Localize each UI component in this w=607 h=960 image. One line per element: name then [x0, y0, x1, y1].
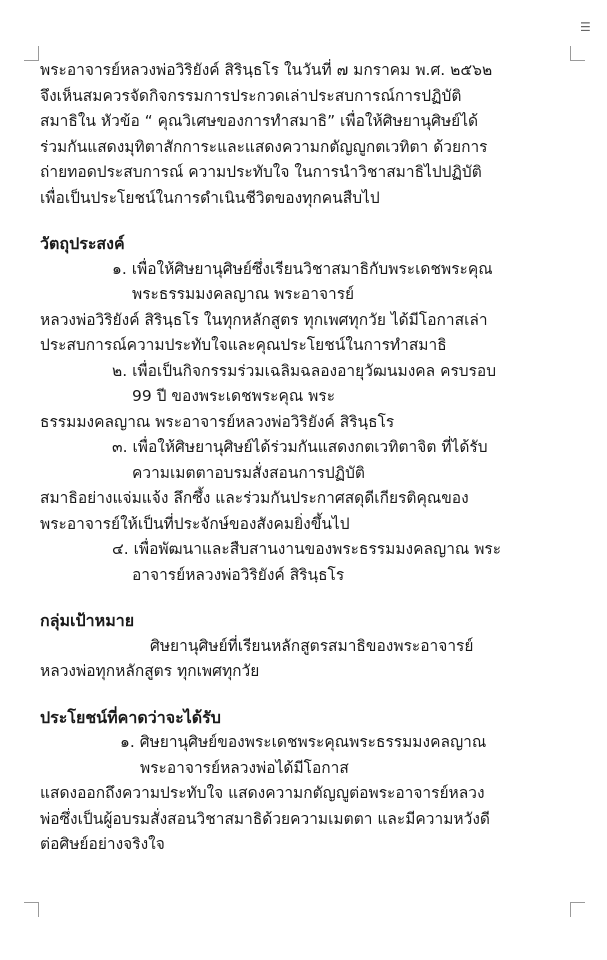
objective-item-1: ๑. เพื่อให้ศิษยานุศิษย์ซึ่งเรียนวิชาสมาธิกับพระเดชพระคุณ	[112, 259, 493, 278]
crop-mark-top-left	[24, 46, 39, 61]
objective-item-1-rest: หลวงพ่อวิริยังค์ สิรินฺธโร ในทุกหลักสูตร ทุกเพศทุกวัย ได้มีโอกาสเล่า	[40, 310, 488, 329]
benefit-item-1-rest: ต่อศิษย์อย่างจริงใจ	[40, 835, 165, 853]
objectives-heading: วัตถุประสงค์	[40, 234, 125, 253]
intro-line: พระอาจารย์หลวงพ่อวิริยังค์ สิรินฺธโร ในวันที่ ๗ มกราคม พ.ศ. ๒๕๖๒	[40, 61, 493, 79]
target-heading: กลุ่มเป้าหมาย	[40, 611, 135, 630]
benefit-item-1-rest: พ่อซึ่งเป็นผู้อบรมสั่งสอนวิชาสมาธิด้วยความเมตตา และมีความหวังดี	[40, 809, 490, 828]
objective-item-2-rest: ธรรมมงคลญาณ พระอาจารย์หลวงพ่อวิริยังค์ สิรินฺธโร	[40, 412, 395, 431]
objective-item-2-cont: 99 ปี ของพระเดชพระคุณ พระ	[132, 387, 336, 405]
objective-item-3: ๓. เพื่อให้ศิษยานุศิษย์ได้ร่วมกันแสดงกตเวทิตาจิต ที่ได้รับ	[112, 438, 488, 456]
target-first-line: ศิษยานุศิษย์ที่เรียนหลักสูตรสมาธิของพระอาจารย์	[150, 636, 474, 655]
target-rest-line: หลวงพ่อทุกหลักสูตร ทุกเพศทุกวัย	[40, 662, 260, 680]
menu-lines-icon: ☰	[580, 20, 591, 34]
intro-line: เพื่อเป็นประโยชน์ในการดำเนินชีวิตของทุกคนสืบไป	[40, 188, 380, 207]
intro-line: ถ่ายทอดประสบการณ์ ความประทับใจ ในการนำวิชาสมาธิไปปฏิบัติ	[40, 163, 482, 181]
objective-item-4-cont: อาจารย์หลวงพ่อวิริยังค์ สิรินฺธโร	[132, 565, 345, 584]
crop-mark-bottom-left	[24, 902, 39, 917]
benefits-heading: ประโยชน์ที่คาดว่าจะได้รับ	[40, 707, 221, 727]
intro-line: สมาธิใน หัวข้อ “ คุณวิเศษของการทำสมาธิ” เพื่อให้ศิษยานุศิษย์ได้	[40, 112, 479, 130]
benefit-item-1-rest: แสดงออกถึงความประทับใจ แสดงความกตัญญูต่อพระอาจารย์หลวง	[40, 784, 485, 802]
objective-item-3-rest: พระอาจารย์ให้เป็นที่ประจักษ์ของสังคมยิ่งขึ้นไป	[40, 514, 350, 533]
document-body	[40, 58, 588, 858]
crop-mark-bottom-right	[570, 902, 585, 917]
objective-item-4: ๔. เพื่อพัฒนาและสืบสานงานของพระธรรมมงคลญาณ พระ	[112, 540, 502, 558]
intro-line: ร่วมกันแสดงมุทิตาสักการะและแสดงความกตัญญูกตเวทิตา ด้วยการ	[40, 137, 488, 156]
benefit-item-1-cont: พระอาจารย์หลวงพ่อได้มีโอกาส	[140, 758, 349, 777]
benefit-item-1: ๑. ศิษยานุศิษย์ของพระเดชพระคุณพระธรรมมงคลญาณ	[120, 733, 487, 751]
objective-item-3-rest: สมาธิอย่างแจ่มแจ้ง ลึกซึ้ง และร่วมกันประกาศสดุดีเกียรติคุณของ	[40, 489, 469, 507]
objective-item-1-cont: พระธรรมมงคลญาณ พระอาจารย์	[132, 285, 355, 303]
objective-item-2: ๒. เพื่อเป็นกิจกรรมร่วมเฉลิมฉลองอายุวัฒนมงคล ครบรอบ	[112, 361, 497, 380]
objective-item-1-rest: ประสบการณ์ความประทับใจและคุณประโยชน์ในการทำสมาธิ	[40, 336, 447, 354]
objective-item-3-cont: ความเมตตาอบรมสั่งสอนการปฏิบัติ	[132, 463, 365, 482]
intro-line: จึงเห็นสมควรจัดกิจกรรมการประกวดเล่าประสบการณ์การปฏิบัติ	[40, 86, 462, 105]
